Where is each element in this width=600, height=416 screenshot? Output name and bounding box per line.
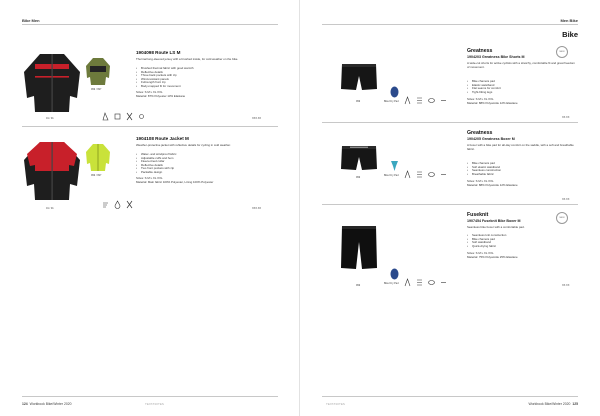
left-mid-rule	[22, 126, 278, 127]
pad-label: Bike Dry Pad	[384, 100, 399, 103]
fuseknit-boxer-code: 999	[356, 284, 361, 287]
pad-label: Bike Dry Pad	[384, 282, 399, 285]
route-ls-color-code-a: 01 / 01	[46, 117, 54, 120]
route-jacket-color-code-b: 999 / 997	[91, 174, 102, 177]
feature-item: • Fleece-lined collar	[136, 160, 266, 164]
fabric-icon	[416, 96, 423, 105]
feature-item: • Three back pockets with zip	[136, 74, 266, 78]
greatness-boxer-code: 999	[356, 176, 361, 179]
right-rule-1	[322, 122, 578, 123]
route-jacket-price: XXX.XX	[252, 207, 262, 210]
pad-blue-icon	[390, 86, 399, 98]
greatness-shorts-code: 999	[356, 100, 361, 103]
greatness-boxer-image	[340, 144, 378, 172]
right-footer-title: Workbook Bike/Winter 2020	[528, 402, 571, 406]
greatness-boxer-price: XX.XX	[562, 198, 570, 201]
greatness-boxer-icons	[404, 170, 447, 179]
uv-icon	[126, 200, 133, 209]
fuseknit-boxer-features	[467, 234, 575, 248]
pad-teal-icon	[390, 160, 399, 172]
feature-item: • Elastic waistband	[467, 84, 575, 88]
left-mid-note: TEXT/NOTES	[145, 402, 164, 406]
breathable-icon	[428, 96, 435, 105]
feature-item: • Flat seams for comfort	[467, 87, 575, 91]
route-ls-sizes: Sizes: S M L XL XXL	[136, 90, 163, 94]
bright-icon	[138, 112, 145, 121]
pocket-icon	[114, 112, 121, 121]
chamois-icon	[404, 170, 411, 179]
feature-item: • Brushed thermal fabric with good warmth	[136, 67, 266, 71]
greatness-shorts-icons	[404, 96, 447, 105]
route-ls-olive-jersey-image	[85, 56, 111, 86]
right-bottom-rule	[322, 396, 578, 397]
route-jacket-sizes: Sizes: S M L XL XXL	[136, 176, 163, 180]
feature-item: • Bike chamois pad	[467, 80, 575, 84]
route-jacket-material: Material: Main fabric 100% Polyester, Lining 100% Polyester	[136, 180, 214, 184]
left-page-number: 124	[22, 402, 28, 406]
route-ls-title: 1904098 Route LS M	[136, 50, 181, 55]
left-footer-title: Workbook Bike/Winter 2020	[29, 402, 72, 406]
right-big-category: Bike	[562, 30, 578, 39]
fuseknit-boxer-image	[340, 224, 378, 270]
right-page	[300, 0, 600, 416]
feature-item: • Full-length front zip	[136, 81, 266, 85]
greatness-boxer-sizes: Sizes: S M L XL XXL	[467, 179, 494, 183]
fuseknit-boxer-price: XX.XX	[562, 284, 570, 287]
feature-item: • Soft waistband	[467, 241, 575, 245]
greatness-boxer-title: 1904205 Greatness Boxer M	[467, 137, 515, 141]
greatness-shorts-sizes: Sizes: S M L XL XXL	[467, 97, 494, 101]
greatness-boxer-features	[467, 162, 575, 176]
route-ls-description: Thermal long-sleeved jersey with a brushed inside, for cold weather on the bike.	[136, 57, 239, 61]
feature-item: • Seamless knit construction	[467, 234, 575, 238]
fuseknit-boxer-sizes: Sizes: S M L XL XXL	[467, 251, 494, 255]
feature-item: • Adjustable cuffs and hem	[136, 157, 266, 161]
route-ls-price: XXX.XX	[252, 117, 262, 120]
fuseknit-boxer-icons	[404, 278, 447, 287]
uv-icon	[126, 112, 133, 121]
route-ls-feature-icons	[102, 112, 145, 121]
right-category: Men Bike	[560, 18, 578, 23]
pad-label: Bike Dry Pad	[384, 174, 399, 177]
fuseknit-boxer-description: Seamless bike boxer with a comfortable pad.	[467, 225, 525, 229]
route-jacket-description: Weather-protective jacket with reflective details for cycling in cold weather.	[136, 143, 231, 147]
fabric-icon	[416, 278, 423, 287]
greatness-shorts-title: 1904203 Greatness Bike Shorts M	[467, 55, 525, 59]
feature-item: • Seamless construction	[467, 169, 575, 173]
breathable-icon	[428, 278, 435, 287]
feature-item: • Two front pockets with zip	[136, 167, 266, 171]
right-top-rule	[322, 24, 578, 25]
feature-item: • Wind-resistant panels	[136, 78, 266, 82]
greatness-shorts-description: A wide-cut shorts for active cyclists with a stretchy, comfortable fit and great freedom of movement.	[467, 61, 575, 69]
route-ls-black-jersey-image	[22, 50, 82, 114]
route-jacket-title: 1904108 Route Jacket M	[136, 136, 189, 141]
stretch-icon	[440, 96, 447, 105]
feature-item: • Water- and windproof fabric	[136, 153, 266, 157]
right-rule-2	[322, 204, 578, 205]
fuseknit-boxer-new-badge: NEW	[556, 212, 568, 224]
route-jacket-feature-icons	[102, 200, 133, 209]
water-icon	[114, 200, 121, 209]
chamois-icon	[404, 278, 411, 287]
greatness-boxer-material: Material: 88% Polyamide 12% Elastane	[467, 183, 518, 187]
breathable-icon	[428, 170, 435, 179]
feature-item: • Quick-drying fabric	[467, 245, 575, 249]
left-footer	[22, 402, 72, 406]
feature-item: • Bike chamois pad	[467, 238, 575, 242]
stretch-icon	[440, 278, 447, 287]
pad-blue-icon	[390, 268, 399, 280]
feature-item: • Bike chamois pad	[467, 162, 575, 166]
feature-item: • Reflective details	[136, 71, 266, 75]
route-ls-color-code-b: 999 / 997	[91, 88, 102, 91]
route-jacket-features	[136, 153, 266, 175]
greatness-boxer-name: Greatness	[467, 130, 493, 136]
left-bottom-rule	[22, 396, 278, 397]
reflective-icon	[102, 112, 109, 121]
feature-item: • Breathable fabric	[467, 173, 575, 177]
wind-icon	[102, 200, 109, 209]
feature-item: • Soft elastic waistband	[467, 166, 575, 170]
right-page-number: 125	[572, 402, 578, 406]
left-top-rule	[22, 24, 278, 25]
route-ls-features	[136, 67, 266, 89]
fuseknit-boxer-name: Fuseknit	[467, 212, 489, 218]
right-footer	[528, 402, 578, 406]
greatness-shorts-material: Material: 88% Polyamide 12% Elastane	[467, 101, 518, 105]
greatness-shorts-features	[467, 80, 575, 94]
route-ls-material: Material: 87% Polyester 13% Elastane	[136, 94, 186, 98]
right-mid-note: TEXT/NOTES	[326, 402, 345, 406]
stretch-icon	[440, 170, 447, 179]
feature-item: • Packable design	[136, 171, 266, 175]
greatness-shorts-name: Greatness	[467, 48, 493, 54]
route-jacket-red-image	[22, 138, 82, 202]
feature-item: • Body-mapped fit for movement	[136, 85, 266, 89]
fuseknit-boxer-material: Material: 75% Polyamide 25% Elastane	[467, 255, 518, 259]
greatness-shorts-image	[340, 62, 378, 92]
route-jacket-color-code-a: 01 / 01	[46, 207, 54, 210]
greatness-shorts-price: XX.XX	[562, 116, 570, 119]
greatness-boxer-description: A boxer with a bike pad for all-day comfort on the saddle, with a soft and breathable fabric.	[467, 143, 574, 151]
route-jacket-yellow-image	[85, 142, 111, 172]
feature-item: • Reflective details	[136, 164, 266, 168]
fuseknit-boxer-title: 1907454 Fuseknit Bike Boxer M	[467, 219, 521, 223]
feature-item: • Tight-fitting legs	[467, 91, 575, 95]
chamois-icon	[404, 96, 411, 105]
greatness-shorts-new-badge: NEW	[556, 46, 568, 58]
left-category: Bike Men	[22, 18, 40, 23]
fabric-icon	[416, 170, 423, 179]
